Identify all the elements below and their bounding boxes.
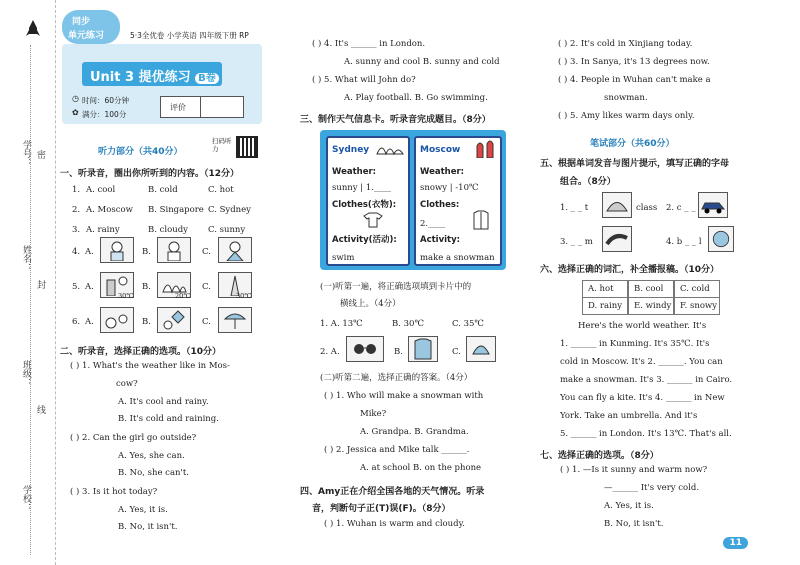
s1-row-2-n: 2. xyxy=(72,205,81,215)
s1-row-1-b[interactable]: B. cold xyxy=(148,185,178,195)
sydney-activity-value: swim xyxy=(332,253,355,263)
option-snowy: F. snowy xyxy=(674,297,720,315)
s2-q3-a: A. Yes, it is. xyxy=(118,505,168,515)
s2-q2: ( ) 2. Can the girl go outside? xyxy=(70,433,197,443)
passage-line-1: Here's the world weather. It's xyxy=(578,321,707,331)
option-windy: E. windy xyxy=(628,297,674,315)
written-title: 笔试部分（共60分） xyxy=(590,139,675,149)
s1-row-3-a[interactable]: A. rainy xyxy=(86,225,120,235)
student-no-label: 学号： xyxy=(21,140,31,167)
sydney-weather-label: Weather: xyxy=(332,167,377,177)
s5-class-word: class xyxy=(636,203,658,213)
kremlin-icon xyxy=(472,138,498,161)
s7-q1-a: A. Yes, it is. xyxy=(604,501,654,511)
binding-margin xyxy=(0,0,56,565)
s2-q5-opts: A. Play football. B. Go swimming. xyxy=(344,93,488,103)
section-5-title-cont: 组合。（8分） xyxy=(560,177,616,187)
s7-q1-reply: —______ It's very cold. xyxy=(604,483,700,493)
option-cool: B. cool xyxy=(628,280,674,298)
class-label: 班级： xyxy=(21,360,31,387)
sydney-activity-label: Activity(活动): xyxy=(332,235,397,245)
arm-pic xyxy=(602,226,632,252)
section-4-title-cont: 音，判断句子正(T)误(F)。（8分） xyxy=(312,504,451,514)
s5-item-2[interactable]: 2. c _ _ xyxy=(666,203,696,213)
s4-q3: ( ) 3. In Sanya, it's 13 degrees now. xyxy=(558,57,710,67)
q6-opt-c: C. xyxy=(202,317,211,327)
s2-q1-cont: cow? xyxy=(116,379,138,389)
snow-scene-pic xyxy=(100,307,134,333)
line-mark: 线 xyxy=(35,405,45,414)
student-thermometer-pic xyxy=(100,237,134,263)
moscow-weather-value: snowy | -10℃ xyxy=(420,183,479,193)
sunglasses-pic xyxy=(346,336,384,362)
s4-q4: ( ) 4. People in Wuhan can't make a xyxy=(558,75,711,85)
q5-label: 5. xyxy=(72,282,81,292)
q4-opt-a: A. xyxy=(85,247,94,257)
s1-row-2-b[interactable]: B. Singapore xyxy=(148,205,204,215)
ball-pic xyxy=(708,226,734,252)
rocket-icon xyxy=(26,20,40,38)
p1-q1-c: C. 35℃ xyxy=(452,319,484,329)
part1-instruction-cont: 横线上。（4分） xyxy=(340,299,401,309)
q6-opt-a: A. xyxy=(85,317,94,327)
school-label: 学校： xyxy=(21,485,31,512)
sydney-clothes-label: Clothes(衣物): xyxy=(332,200,397,210)
s7-q1-b: B. No, it isn't. xyxy=(604,519,664,529)
s2-q4: ( ) 4. It's ______ in London. xyxy=(312,39,426,49)
column-1 xyxy=(60,0,292,565)
name-label: 姓名： xyxy=(21,245,31,272)
s1-row-3-c[interactable]: C. sunny xyxy=(208,225,246,235)
q5-temp-a: 30℃ xyxy=(118,292,134,300)
s7-q1: ( ) 1. —Is it sunny and warm now? xyxy=(560,465,708,475)
s1-row-2-c[interactable]: C. Sydney xyxy=(208,205,251,215)
kite-scene-pic xyxy=(157,307,191,333)
qr-code-icon[interactable] xyxy=(236,136,258,158)
rain-scene-pic xyxy=(218,307,252,333)
section-3-title: 三、制作天气信息卡。听录音完成题目。（8分） xyxy=(300,115,491,125)
q4-opt-b: B. xyxy=(142,247,151,257)
option-hot: A. hot xyxy=(582,280,628,298)
moscow-clothes-blank[interactable]: 2.____ xyxy=(420,219,446,229)
star-icon: ✿ xyxy=(72,108,79,117)
s1-row-1-n: 1. xyxy=(72,185,81,195)
passage-line-3: cold in Moscow. It's 2. ______. You can xyxy=(560,357,723,367)
s5-item-1[interactable]: 1. _ _ t xyxy=(560,203,589,213)
hat-pic xyxy=(466,336,496,362)
q5-opt-b: B. xyxy=(142,282,151,292)
badge-bottom: 单元练习 xyxy=(68,31,105,41)
option-cold: C. cold xyxy=(674,280,720,298)
s2-q2-b: B. No, she can't. xyxy=(118,468,189,478)
eval-label: 评价 xyxy=(170,103,186,112)
p2-q1-cont: Mike? xyxy=(360,409,387,419)
moscow-activity-label: Activity: xyxy=(420,235,461,245)
p1-q2-b: B. xyxy=(394,347,403,357)
qr-label: 扫码听力 xyxy=(212,137,232,153)
q5-temp-c: 30℃ xyxy=(236,292,252,300)
student-hot-pic xyxy=(157,237,191,263)
q5-opt-c: C. xyxy=(202,282,211,292)
s2-q4-opts: A. sunny and cool B. sunny and cold xyxy=(344,57,500,67)
passage-line-2: 1. ______ in Kunming. It's 35℃. It's xyxy=(560,339,710,349)
section-1-title: 一、听录音，圈出你所听到的内容。（12分） xyxy=(60,169,240,179)
s1-row-2-a[interactable]: A. Moscow xyxy=(86,205,133,215)
car-pic xyxy=(698,192,728,218)
title-cn: 提优练习 xyxy=(138,70,191,85)
clock-icon: ◷ xyxy=(72,94,79,103)
s1-row-3-b[interactable]: B. cloudy xyxy=(148,225,188,235)
student-cold-pic xyxy=(218,237,252,263)
badge-top: 同步 xyxy=(72,17,91,27)
q5-opt-a: A. xyxy=(85,282,94,292)
s2-q3: ( ) 3. Is it hot today? xyxy=(70,487,158,497)
p1-q2-a: 2. A. xyxy=(320,347,340,357)
p2-q2: ( ) 2. Jessica and Mike talk ______. xyxy=(324,445,470,455)
listening-title: 听力部分（共40分） xyxy=(98,147,183,157)
q4-label: 4. xyxy=(72,247,81,257)
s4-q1: ( ) 1. Wuhan is warm and cloudy. xyxy=(324,519,465,529)
s1-row-1-a[interactable]: A. cool xyxy=(86,185,116,195)
q6-label: 6. xyxy=(72,317,81,327)
eval-divider xyxy=(200,96,201,118)
section-2-title: 二、听录音，选择正确的选项。（10分） xyxy=(60,347,222,357)
tshirt-icon xyxy=(362,212,384,231)
option-rainy: D. rainy xyxy=(582,297,628,315)
s2-q3-b: B. No, it isn't. xyxy=(118,522,178,532)
section-6-title: 六、选择正确的词汇，补全播报稿。（10分） xyxy=(540,265,720,275)
passage-line-6: York. Take an umbrella. And it's xyxy=(560,411,698,421)
p2-q1: ( ) 1. Who will make a snowman with xyxy=(324,391,484,401)
p1-q1-b: B. 30℃ xyxy=(392,319,424,329)
s4-q5: ( ) 5. Amy likes warm days only. xyxy=(558,111,695,121)
s1-row-3-n: 3. xyxy=(72,225,81,235)
s2-q1-a: A. It's cool and rainy. xyxy=(118,397,209,407)
part2-instruction: (二)听第二遍，选择正确的答案。（4分） xyxy=(320,373,473,383)
moscow-activity-value: make a snowman xyxy=(420,253,495,263)
coat-icon xyxy=(470,210,492,233)
s2-q1-b: B. It's cold and raining. xyxy=(118,414,219,424)
sydney-title: Sydney xyxy=(332,145,370,155)
s2-q2-a: A. Yes, she can. xyxy=(118,451,185,461)
p2-q2-opts: A. at school B. on the phone xyxy=(360,463,482,473)
s4-q2: ( ) 2. It's cold in Xinjiang today. xyxy=(558,39,693,49)
unit-label: Unit 3 xyxy=(90,70,135,85)
s5-item-3[interactable]: 3. _ _ m xyxy=(560,237,593,247)
passage-line-5: You can fly a kite. It's 4. ______ in New xyxy=(560,393,725,403)
hat-pic-2 xyxy=(602,192,632,218)
q4-opt-c: C. xyxy=(202,247,211,257)
p2-q1-opts: A. Grandpa. B. Grandma. xyxy=(360,427,469,437)
s2-q1: ( ) 1. What's the weather like in Mos- xyxy=(70,361,230,371)
section-7-title: 七、选择正确的选项。（8分） xyxy=(540,451,659,461)
moscow-weather-label: Weather: xyxy=(420,167,465,177)
part1-instruction: (一)听第一遍，将正确选项填到卡片中的 xyxy=(320,282,472,292)
sydney-weather-value: sunny | 1.____ xyxy=(332,183,391,193)
moscow-title: Moscow xyxy=(420,145,461,155)
section-5-title: 五、根据单词发音与图片提示，填写正确的字母 xyxy=(540,159,730,169)
moscow-clothes-label: Clothes: xyxy=(420,200,460,210)
s1-row-1-c[interactable]: C. hot xyxy=(208,185,234,195)
cut-mark: 封 xyxy=(35,280,45,289)
column-2 xyxy=(300,0,515,565)
s4-q4-cont: snowman. xyxy=(604,93,648,103)
p1-q1-a: 1. A. 13℃ xyxy=(320,319,363,329)
jacket-pic xyxy=(408,336,438,362)
seal-mark: 密 xyxy=(35,150,45,159)
series-title: 5·3全优卷 小学英语 四年级下册 RP xyxy=(130,31,249,40)
q6-opt-b: B. xyxy=(142,317,151,327)
section-4-title: 四、Amy正在介绍全国各地的天气情况。听录 xyxy=(300,487,485,497)
passage-line-7: 5. ______ in London. It's 13℃. That's all. xyxy=(560,429,732,439)
time-text: 时间：60分钟 xyxy=(82,96,130,105)
page-number: 11 xyxy=(723,537,748,549)
s2-q5: ( ) 5. What will John do? xyxy=(312,75,416,85)
q5-temp-b: 20℃ xyxy=(175,292,191,300)
score-text: 满分：100分 xyxy=(82,110,127,119)
title-line xyxy=(90,66,219,85)
s5-item-4[interactable]: 4. b _ _ l xyxy=(666,237,702,247)
level-badge: B卷 xyxy=(195,73,219,84)
opera-house-icon xyxy=(376,140,404,159)
p1-q2-c: C. xyxy=(452,347,461,357)
passage-line-4: make a snowman. It's 3. ______ in Cairo. xyxy=(560,375,733,385)
column-3 xyxy=(530,0,792,565)
